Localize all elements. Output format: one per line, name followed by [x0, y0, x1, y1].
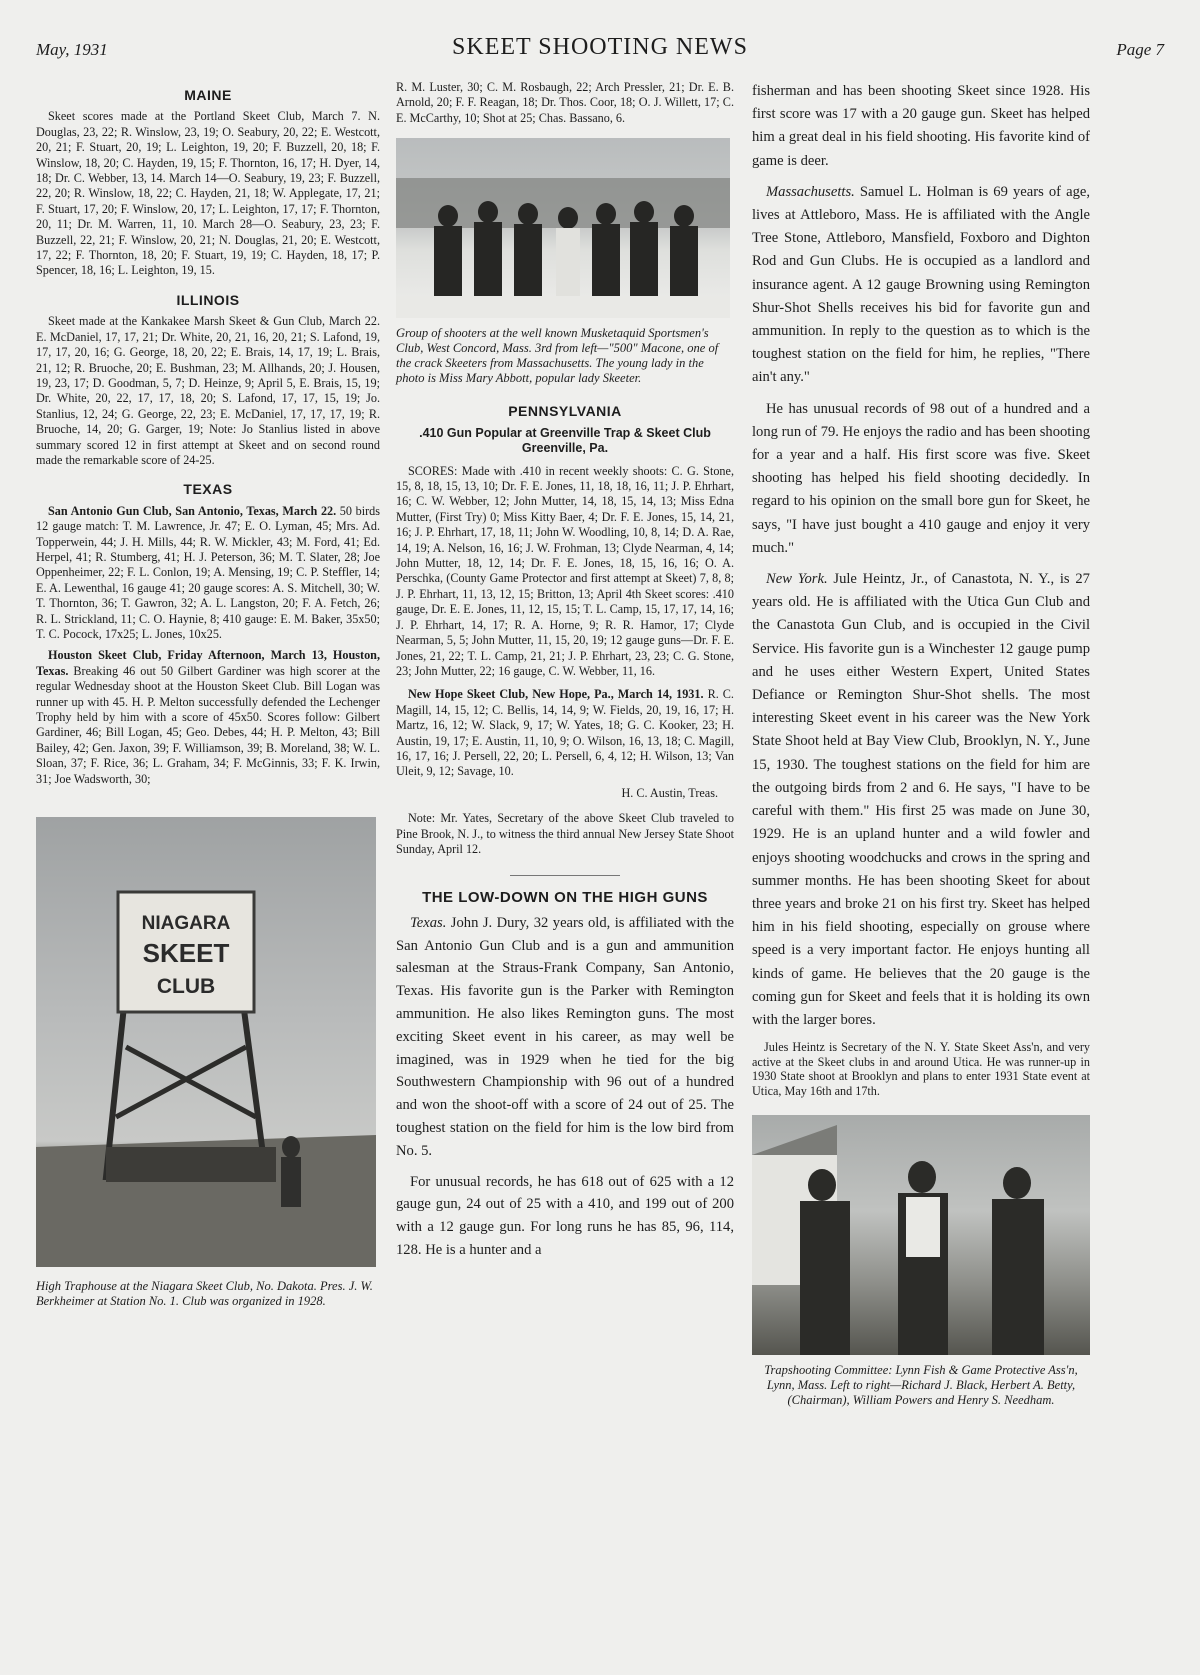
sign-line-2: SKEET [142, 938, 230, 969]
page-number: Page 7 [1116, 40, 1164, 59]
texas-continued: R. M. Luster, 30; C. M. Rosbaugh, 22; Arch Pressler, 21; Dr. E. B. Arnold, 20; F. F. Reagan, 18; Dr. Thos. Coor, 18; O. J. Willett, 17; C. E. McCarthy, 10; Shot at 25; Chas. Bassano, 6. [396, 80, 734, 125]
greenville-scores: SCORES: Made with .410 in recent weekly shoots: C. G. Stone, 15, 8, 18, 15, 13, 10; Dr. F. E. Jones, 11, 18, 18, 16, 11; J. P. Ehrhart, 16; C. W. Webber, 12; John Mutter, 14, 18, 15, 14, 13; Miss Edna Mutter, (First Try) 0; Miss Kitty Baer, 4; Dr. F. E. Jones, 15, 14, 21, 16; J. P. Ehrhart, 17, 18, 11; John W. Woodling, 10, 8, 14; D. A. Rae, 14, 19; A. Nelson, 16, 16; J. W. Frohman, 13; Clyde Nearman, 4, 14; John Mutter, 18, 12, 14; Dr. F. E. Jones, 18, 15, 16, 16; O. A. Perschka, (County Game Protector and first attempt at Skeet) 7, 8, 8; J. P. Ehrhart, 11, 13, 12, 15; Britton, 13; April 4th Skeet scores: .410 gauge, Dr. E. E. Jones, 11, 12, 15, 15; T. L. Camp, 15, 17, 17, 14, 16; J. P. Ehrhart, 14, 17; R. A. Horne, 9; R. R. Hamor, 17; Clyde Nearman, 5, 5; John Mutter, 11, 15, 20, 19; 12 gauge guns—Dr. F. E. Jones, 21, 22; T. L. Camp, 21, 21; J. P. Ehrhart, 23, 23; C. G. Stone, 23; John Mutter, 22; 16 gauge, C. W. Webber, 11, 16. [396, 463, 734, 678]
new-hope-scores [396, 687, 734, 779]
texas-heading: TEXAS [183, 481, 233, 498]
maine-scores: Skeet scores made at the Portland Skeet Club, March 7. N. Douglas, 23, 22; R. Winslow, 23, 19; O. Seabury, 20, 22; E. Westcott, 20, 21; F. Stuart, 20, 19; L. Leighton, 19, 20; F. Buzzell, 20, 18; F. Winslow, 18, 20; C. Hayden, 19, 15; F. Thornton, 16, 17; H. Dyer, 14, 18; Dr. C. Webber, 13, 14. March 14—O. Seabury, 19, 23; F. Buzzell, 22, 20; R. Winslow, 18, 22; C. Hayden, 21, 18; W. Applegate, 17, 21; F. Stuart, 17, 20; F. Winslow, 20, 17; L. Leighton, 17, 17; F. Thornton, 20, 11; Dr. M. Warren, 11, 10. March 28—O. Seabury, 23, 23; F. Buzzell, 22, 21; F. Winslow, 20, 21; N. Douglas, 21, 20; E. Westcott, 17, 22; F. Thornton, 18, 20; F. Stuart, 19, 19; C. Hayden, 18, 17; P. Spencer, 18, 16; L. Leighton, 19, 15. [36, 109, 380, 278]
niagara-photo-block [36, 817, 380, 1309]
sign-line-3: CLUB [156, 975, 216, 999]
column-right [752, 80, 1090, 1408]
dury-records: For unusual records, he has 618 out of 625 with a 12 gauge gun, 24 out of 25 with a 410, and 199 out of 200 with a 12 gauge gun. For long runs he has 85, 96, 114, 128. He is a hunter and a [396, 1173, 734, 1258]
dury-continued: fisherman and has been shooting Skeet since 1928. His first score was 17 with a 20 gauge gun. Skeet has helped him a great deal in his field shooting. His favorite kind of game is deer. [752, 83, 1090, 169]
dury-profile [396, 912, 734, 1163]
maine-heading: MAINE [184, 87, 232, 103]
treasurer-signature: H. C. Austin, Treas. [621, 785, 718, 800]
pennsylvania-heading: PENNSYLVANIA [508, 403, 622, 420]
texas-houston [36, 648, 380, 787]
sign-line-1: NIAGARA [141, 913, 231, 935]
san-antonio-lead: San Antonio Gun Club, San Antonio, Texas, March 22. [48, 503, 337, 518]
new-hope-text: R. C. Magill, 14, 15, 12; C. Bellis, 14, 14, 9; W. Fields, 20, 19, 16, 17; H. Martz, 16, 12; W. Slack, 9, 17; W. Yates, 18; G. C. Kooker, 23; H. Austin, 19, 17; E. Austin, 11, 10, 9; O. Wilson, 16, 13, 18; C. Magill, 16, 17, 16; J. Persell, 22, 20; L. Persell, 6, 4, 12; H. Wilson, 13; Van Uleit, 9, 12; Savage, 10. [396, 687, 734, 779]
committee-caption: Trapshooting Committee: Lynn Fish & Game Protective Ass'n, Lynn, Mass. Left to right—Richard J. Black, Herbert A. Betty, (Chairman), William Powers and Henry S. Needham. [764, 1362, 1078, 1407]
heintz-text: Jule Heintz, Jr., of Canastota, N. Y., is 27 years old. He is affiliated with the Utica Gun Club and the Canastota Gun Club, and is occupied in the Civil Service. His favorite gun is a Winchester 12 gauge pump and he uses either Western Expert, United States Defiance or Remington Shur-Shot shells. The most interesting Skeet event in his career was the New York State Shoot held at Bay View Club, Brooklyn, N. Y., June 15, 1930. The toughest stations on the field for him are the outgoing birds from 2 and 6. He says, "I have to be careful with them." His first 25 was made on June 30, 1929. He is an upland hunter and a wild fowler and enjoys shooting woodchucks and crows in the spring and summer months. He has been shooting Skeet for about three years and broke 21 on his first try. Skeet has helped him in his field shooting, especially on grouse where speed is a very important factor. He enjoys hunting all kinds of game. He believes that the 20 gauge is the coming gun for Skeet and feels that it is holding its own with the larger bores. [752, 571, 1090, 1028]
holman-records: He has unusual records of 98 out of a hundred and a long run of 79. He enjoys the radio and has been shooting for a year and a half. His first score was five. Skeet shooting has helped his field shooting decidedly. In regard to his opinion on the small bore gun for Skeet, he says, "I have just bought a 410 gauge and enjoy it very much." [752, 400, 1090, 556]
committee-photo [752, 1115, 1090, 1355]
yates-note: Note: Mr. Yates, Secretary of the above Skeet Club traveled to Pine Brook, N. J., to witness the third annual New Jersey State Shoot Sunday, April 12. [396, 811, 734, 856]
new-york-label: New York. [766, 571, 828, 588]
traphouse-illustration [36, 817, 376, 1267]
column-middle [396, 80, 734, 1270]
houston-scores: Breaking 46 out 50 Gilbert Gardiner was high scorer at the regular Wednesday shoot at the Houston Skeet Club. Bill Logan was runner up with 45. H. P. Melton successfully defended the Lechenger Trophy held by him with a score of 45x50. Scores follow: Gilbert Gardiner, 46; Bill Logan, 45; Geo. Debes, 44; H. P. Melton, 43; Bill Bailey, 42; Gen. Jaxon, 39; F. Williamson, 39; B. Moreland, 38; W. L. Sloan, 37; F. Rice, 36; L. Graham, 34; F. McGinnis, 33; F. K. Irwin, 31; Joe Wadsworth, 30; [36, 663, 380, 786]
illinois-heading: ILLINOIS [176, 291, 240, 308]
heintz-profile [752, 568, 1090, 1032]
committee-illustration [752, 1115, 1090, 1355]
dury-text: John J. Dury, 32 years old, is affiliated with the San Antonio Gun Club and is a gun and ammunition salesman at the Straus-Frank Company, San Antonio, Texas. His favorite gun is the Parker with Remington ammunition. He also likes Remington guns. The most exciting Skeet event in his career, as may well be imagined, was in 1929 when he tied for the big Southwestern Championship with 96 out of a hundred and won the shoot-off with a score of 24 out of 25. The toughest station on the field for him is the low bird from No. 5. [396, 914, 734, 1159]
group-photo-block [396, 138, 734, 386]
pennsylvania-subheading: .410 Gun Popular at Greenville Trap & Skeet Club Greenville, Pa. [419, 425, 711, 455]
running-head [36, 34, 1164, 68]
group-illustration [396, 138, 730, 318]
niagara-traphouse-photo [36, 817, 376, 1267]
illinois-scores: Skeet made at the Kankakee Marsh Skeet & Gun Club, March 22. E. McDaniel, 17, 17, 21; Dr. White, 20, 21, 16, 20, 21; S. Lafond, 19, 17, 17, 20, 16; G. George, 18, 20, 22; E. Brais, 14, 17, 19; L. Brais, 21, 12; R. Bruoche, 20; E. Bushman, 23; M. Allhands, 20; J. Housen, 19, 23, 17; D. Goodman, 5, 7; D. Heinze, 9; April 5, E. Brais, 15, 19; Dr. White, 20, 22, 17, 17, 18, 20; S. Lafond, 17, 17, 15, 19; Jo. Stanlius, 12, 24; G. George, 22, 23; E. McDaniel, 17, 17, 17, 19; R. Bruoche, 14, 20; G. Garger, 19; Note: Jo Stanlius listed in above summary scored 12 in first attempt at Skeet and on second round made the remarkable score of 24-25. [36, 314, 380, 467]
high-guns-heading: THE LOW-DOWN ON THE HIGH GUNS [422, 889, 708, 907]
group-photo-caption: Group of shooters at the well known Musketaquid Sportsmen's Club, West Concord, Mass. 3rd from left—"500" Macone, one of the crack Skeeters from Massachusetts. The young lady in the photo is Miss Mary Abbott, popular lady Skeeter. [396, 326, 719, 386]
niagara-caption: High Traphouse at the Niagara Skeet Club, No. Dakota. Pres. J. W. Berkheimer at Station No. 1. Club was organized in 1928. [36, 1279, 373, 1309]
column-left [36, 80, 380, 1309]
san-antonio-scores: 50 birds 12 gauge match: T. M. Lawrence, Jr. 47; E. O. Lyman, 45; Mrs. Ad. Topperwein, 44; J. H. Mills, 44; R. W. Mickler, 43; M. Ford, 41; Ed. Herpel, 41; R. Stumberg, 41; H. J. Peterson, 36; M. T. Slater, 28; Joe Oppenheimer, 22; F. L. Conlon, 19; A. Mensing, 19; C. P. Steffler, 14; E. A. Lewenthal, 16 gauge 41; 20 gauge scores: A. S. Mitchell, 30; W. T. Thornton, 36; T. Gawron, 32; A. L. Langston, 20; F. A. Fetch, 26; R. L. Strickland, 11; C. O. Haynie, 8; 410 gauge: E. M. Baker, 35x50; T. C. Pocock, 17x25; L. Jones, 10x25. [36, 503, 380, 641]
issue-date: May, 1931 [36, 40, 108, 59]
texas-label: Texas. [410, 914, 447, 931]
holman-profile [752, 181, 1090, 390]
section-divider [510, 875, 620, 876]
houston-lead: Houston Skeet Club, Friday Afternoon, March 13, Houston, Texas. [36, 648, 380, 678]
massachusetts-label: Massachusetts. [766, 183, 855, 200]
musketaquid-group-photo [396, 138, 730, 318]
heintz-note: Jules Heintz is Secretary of the N. Y. State Skeet Ass'n, and very active at the Skeet clubs in and around Utica. He was runner-up in 1930 State shoot at Brooklyn and plans to enter 1931 State event at Utica, May 16th and 17th. [752, 1040, 1090, 1098]
high-guns-article [396, 890, 734, 1261]
new-hope-lead: New Hope Skeet Club, New Hope, Pa., March 14, 1931. [408, 687, 704, 702]
publication-title: SKEET SHOOTING NEWS [452, 34, 748, 60]
committee-photo-block [752, 1115, 1090, 1408]
holman-text: Samuel L. Holman is 69 years of age, lives at Attleboro, Mass. He is affiliated with the Angle Tree Stone, Attleboro, Mansfield, Foxboro and Dighton Rod and Gun Clubs. He is occupied as a landlord and insurance agent. A 12 gauge Browning using Remington Shur-Shot Shells receives his bid for favorite gun and ammunition. In reply to the question as to which is the toughest station on the field for him, he replies, "There ain't any." [752, 183, 1090, 386]
texas-san-antonio [36, 504, 380, 643]
